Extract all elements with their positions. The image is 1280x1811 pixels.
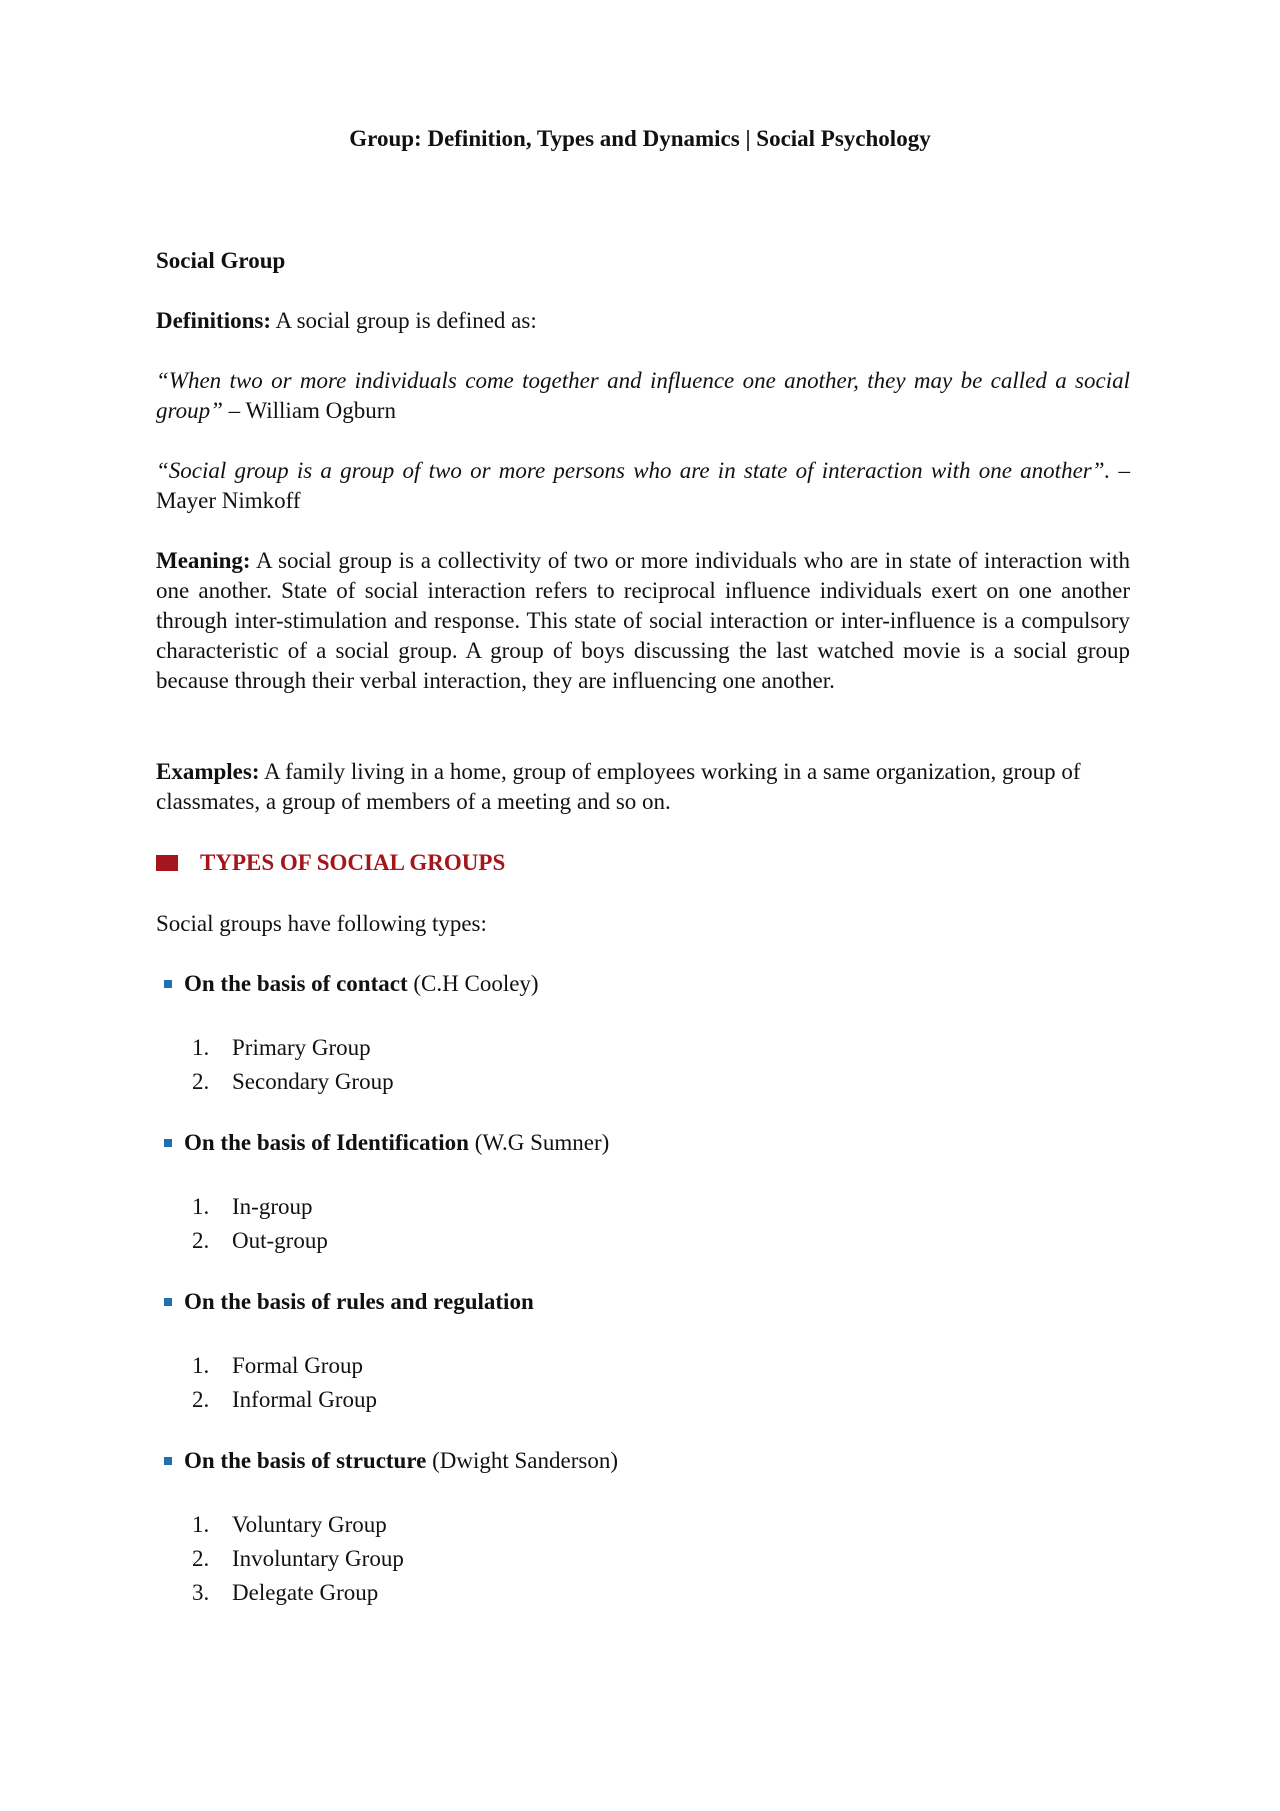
list-number: 1. <box>192 1512 210 1537</box>
quote-nimkoff-author: – Mayer Nimkoff <box>156 458 1131 513</box>
list-identification <box>192 1190 328 1258</box>
category-rules <box>164 1287 534 1317</box>
document-title: Group: Definition, Types and Dynamics | Social Psychology <box>349 126 931 151</box>
list-contact <box>192 1031 394 1099</box>
category-attribution: (C.H Cooley) <box>407 971 539 996</box>
examples-label: Examples: <box>156 759 260 784</box>
definitions-label: Definitions: <box>156 308 271 333</box>
definitions-text: A social group is defined as: <box>271 308 537 333</box>
category-contact <box>164 969 539 999</box>
list-label: Primary Group <box>232 1035 371 1060</box>
category-basis: On the basis of contact <box>184 971 408 996</box>
category-attribution: (Dwight Sanderson) <box>426 1448 618 1473</box>
bullet-icon <box>164 1298 172 1306</box>
list-item <box>192 1508 404 1542</box>
examples-text: A family living in a home, group of employees working in a same organization, group of classmates, a group of members of a meeting and so on. <box>156 759 1081 814</box>
meaning-paragraph <box>156 546 1130 696</box>
list-number: 2. <box>192 1387 210 1412</box>
category-basis: On the basis of rules and regulation <box>184 1289 534 1314</box>
list-item <box>192 1383 377 1417</box>
list-item <box>192 1224 328 1258</box>
list-item <box>192 1349 377 1383</box>
list-number: 1. <box>192 1035 210 1060</box>
list-label: In-group <box>232 1194 313 1219</box>
list-number: 3. <box>192 1580 210 1605</box>
types-intro: Social groups have following types: <box>156 911 487 936</box>
quote-ogburn-author: – William Ogburn <box>222 398 396 423</box>
list-item <box>192 1065 394 1099</box>
examples-paragraph <box>156 757 1130 817</box>
list-item <box>192 1542 404 1576</box>
category-basis: On the basis of Identification <box>184 1130 469 1155</box>
meaning-text: A social group is a collectivity of two or more individuals who are in state of interaction with one another. State of social interaction refers to reciprocal influence individuals exert on one another through inter-stimulation and response. This state of social interaction or inter-influence is a compulsory characteristic of a social group. A group of boys discussing the last watched movie is a social group because through their verbal interaction, they are influencing one another. <box>156 548 1130 693</box>
bullet-icon <box>164 980 172 988</box>
category-attribution: (W.G Sumner) <box>468 1130 610 1155</box>
list-number: 2. <box>192 1228 210 1253</box>
quote-ogburn-text: “When two or more individuals come together and influence one another, they may be called a social group” <box>156 368 1130 423</box>
category-identification <box>164 1128 609 1158</box>
list-number: 2. <box>192 1069 210 1094</box>
list-item <box>192 1576 404 1610</box>
quote-nimkoff-text: “Social group is a group of two or more persons who are in state of interaction with one another”. <box>156 458 1111 483</box>
list-label: Delegate Group <box>232 1580 379 1605</box>
meaning-label: Meaning: <box>156 548 251 573</box>
square-bullet-icon <box>156 855 178 871</box>
list-label: Out-group <box>232 1228 328 1253</box>
list-structure <box>192 1508 404 1610</box>
list-number: 1. <box>192 1353 210 1378</box>
list-label: Informal Group <box>232 1387 377 1412</box>
list-label: Formal Group <box>232 1353 363 1378</box>
quote-ogburn <box>156 366 1130 426</box>
bullet-icon <box>164 1139 172 1147</box>
list-item <box>192 1031 394 1065</box>
types-section-heading <box>156 848 505 878</box>
quote-nimkoff <box>156 456 1130 516</box>
list-number: 2. <box>192 1546 210 1571</box>
list-label: Secondary Group <box>232 1069 394 1094</box>
social-group-heading: Social Group <box>156 248 286 273</box>
bullet-icon <box>164 1457 172 1465</box>
category-structure <box>164 1446 618 1476</box>
definitions-paragraph <box>156 306 1130 336</box>
list-label: Voluntary Group <box>232 1512 387 1537</box>
types-heading-text: TYPES OF SOCIAL GROUPS <box>200 850 506 875</box>
list-number: 1. <box>192 1194 210 1219</box>
list-label: Involuntary Group <box>232 1546 404 1571</box>
list-item <box>192 1190 328 1224</box>
category-basis: On the basis of structure <box>184 1448 427 1473</box>
list-rules <box>192 1349 377 1417</box>
